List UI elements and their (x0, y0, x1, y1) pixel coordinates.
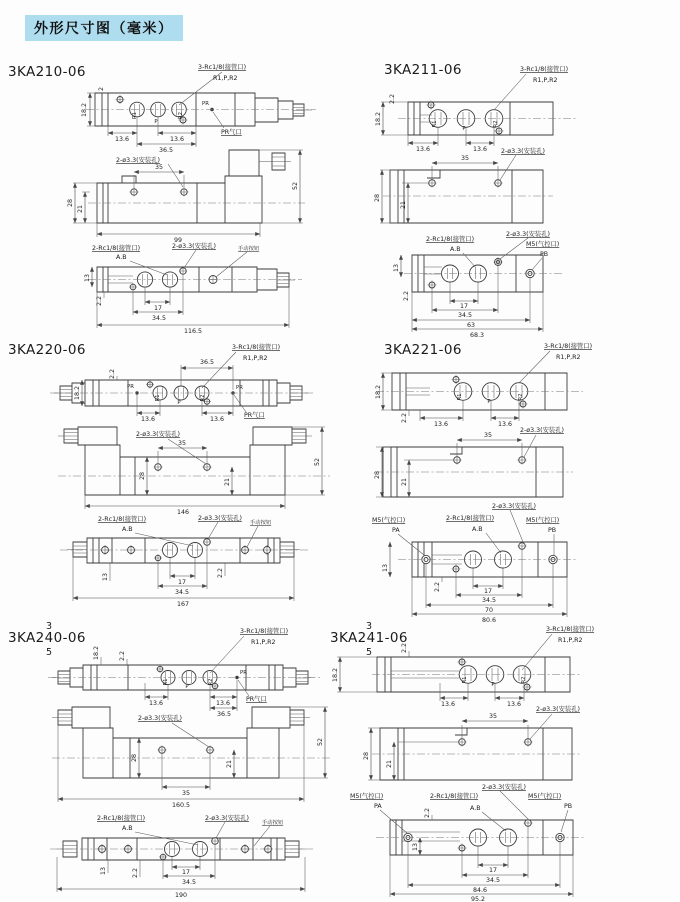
mount-label: 2-ø3.3(安装孔) (501, 148, 545, 155)
front-view (374, 425, 573, 497)
dim-body-h: 28 (374, 470, 381, 480)
dim-ab-edge: 2.2 (217, 567, 224, 579)
port-r1: R1 (155, 394, 161, 402)
bottom-view (50, 813, 315, 899)
ports3-list: R1,P,R2 (556, 354, 581, 361)
dim-hole-h: 21 (77, 204, 84, 214)
panel-3ka240-06 (0, 617, 372, 902)
ports3-label: 3-Rc1/8(接管口) (240, 628, 289, 635)
ports2-label: 2-Rc1/8(接管口) (92, 245, 141, 252)
dim-body-h: 28 (131, 753, 138, 763)
bottom-view (84, 241, 302, 335)
dim-span: 36.5 (216, 711, 232, 718)
pr-label: PR (202, 101, 209, 107)
geometry (52, 707, 332, 802)
front-view (374, 146, 553, 223)
port-p: P (185, 684, 189, 690)
model-label: 3KA220-06 (8, 342, 86, 358)
model-sub: 5 (366, 647, 373, 658)
dim-ab-span: 34.5 (457, 312, 473, 319)
geometry (73, 150, 305, 237)
dim-ab-edge: 2.2 (96, 295, 103, 307)
dim-edge: 2.2 (401, 642, 408, 654)
mount-label: 2-ø3.3(安装孔) (136, 431, 180, 438)
geometry (58, 427, 330, 509)
dim-height: 18.2 (375, 111, 382, 127)
pr-port-label: PR气口 (221, 129, 242, 136)
dim-height: 18.2 (81, 102, 88, 118)
dim-total: 80.6 (481, 617, 497, 624)
dim-pitch-right: 13.6 (209, 416, 225, 423)
mount-label: 2-ø3.3(安装孔) (482, 784, 526, 791)
dim-hole-h: 21 (226, 759, 233, 769)
geometry (376, 435, 573, 497)
ports2-label: 2-Rc1/8(接管口) (97, 815, 146, 822)
mount-label: 2-ø3.3(安装孔) (536, 706, 580, 713)
port-p: P (177, 400, 181, 406)
model-label: 3KA211-06 (384, 62, 462, 78)
mount-label: 2-ø3.3(安装孔) (205, 815, 249, 822)
pr-port-label: PR气口 (246, 696, 267, 703)
dim-ab-edge: 2.2 (403, 290, 410, 302)
dim-ab-pitch: 17 (483, 588, 493, 595)
m5-label-right: M5(气控口) (526, 517, 560, 524)
geometry (48, 636, 320, 711)
mount-label: 2-ø3.3(安装孔) (198, 515, 242, 522)
dim-ab-edge: 2.2 (424, 807, 431, 819)
dim-pitch-right: 13.6 (215, 700, 231, 707)
dim-height: 18.2 (332, 667, 339, 683)
manual-button-label: 手动按钮 (250, 520, 272, 526)
bottom-view (350, 782, 584, 902)
geometry (381, 74, 578, 146)
top-view (50, 342, 315, 423)
model-label: 3KA241-06 (330, 630, 408, 646)
dim-pitch-right: 13.6 (472, 146, 488, 153)
pa-label: PA (392, 527, 400, 534)
front-view (67, 150, 305, 244)
manual-button-label: 手动按钮 (262, 820, 284, 826)
model-sup: 3 (366, 621, 373, 632)
model-sub: 5 (46, 647, 53, 658)
model-label: 3KA221-06 (384, 342, 462, 358)
panel-3ka221-06 (368, 336, 680, 626)
model-label: 3KA240-06 (8, 630, 86, 646)
port-r1: R1 (462, 676, 468, 684)
panel-3ka210-06 (0, 58, 372, 336)
dim-total: 95.2 (470, 896, 486, 902)
dim-span: 36.5 (158, 147, 174, 154)
dim-mount-pitch: 35 (154, 164, 164, 171)
bottom-view (393, 229, 563, 339)
dim-total: 68.3 (469, 332, 485, 339)
dim-body-len: 160.5 (171, 802, 191, 809)
dim-mount-pitch: 35 (488, 713, 498, 720)
panel-3ka211-06 (368, 58, 680, 343)
dim-body-len: 146 (176, 509, 190, 516)
dim-pitch-left: 13.6 (440, 701, 456, 708)
dim-edge: 2 (98, 86, 105, 92)
dim-ab-span: 34.5 (485, 877, 501, 884)
manual-button-label: 手动按钮 (238, 246, 260, 252)
dim-ab-pitch: 17 (153, 305, 163, 312)
mount-label: 2-ø3.3(安装孔) (492, 503, 536, 510)
dim-mount-pitch: 35 (460, 155, 470, 162)
ports3-label: 3-Rc1/8(接管口) (544, 343, 593, 350)
ports3-list: R1,P,R2 (251, 639, 276, 646)
dim-mount-pitch: 35 (181, 790, 191, 797)
dim-total: 116.5 (183, 328, 203, 335)
mount-label: 2-ø3.3(安装孔) (116, 157, 160, 164)
dim-ab-off: 13 (84, 273, 91, 283)
port-r2: R2 (521, 676, 527, 684)
page-title: 外形尺寸图（毫米） (25, 15, 183, 41)
dim-ab-span: 34.5 (181, 879, 197, 886)
dim-ab-off: 13 (102, 572, 109, 582)
dim-hole-h: 21 (401, 477, 408, 487)
bottom-view (372, 501, 578, 624)
mount-label: 2-ø3.3(安装孔) (172, 243, 216, 250)
dim-ab-span: 34.5 (481, 597, 497, 604)
ab-label: A.B (122, 526, 133, 533)
dim-pitch-right: 13.6 (497, 421, 513, 428)
dim-mount-pitch: 35 (483, 432, 493, 439)
port-p: P (154, 119, 158, 125)
dim-body-h: 28 (374, 193, 381, 203)
front-view (52, 707, 332, 809)
geometry (368, 714, 582, 780)
ab-label: A.B (122, 825, 133, 832)
m5-label-right: M5(气控口) (528, 793, 562, 800)
dim-height: 18.2 (74, 385, 81, 401)
port-r2: R2 (178, 111, 184, 120)
m5-label-left: M5(气控口) (372, 517, 406, 524)
front-view (363, 704, 582, 780)
mount-label: 2-ø3.3(安装孔) (506, 231, 550, 238)
port-r1: R1 (432, 120, 438, 128)
dim-edge: 2.2 (401, 412, 408, 424)
dim-overall-h: 52 (292, 181, 299, 191)
geometry (50, 352, 315, 416)
dim-ab-pitch: 17 (488, 867, 498, 874)
dim-pitch-right: 13.6 (169, 136, 185, 143)
geometry (376, 351, 583, 424)
dim-hole-h: 21 (400, 200, 407, 210)
ab-label: A.B (472, 526, 483, 533)
port-r1: R1 (457, 393, 463, 401)
dim-total-inner: 70 (484, 607, 494, 614)
dim-ab-off: 13 (382, 563, 389, 573)
ports3-label: 3-Rc1/8(接管口) (232, 344, 281, 351)
pb-label: PB (540, 251, 549, 258)
dim-total-inner: 63 (466, 322, 476, 329)
dim-edge: 2.2 (389, 93, 396, 105)
pb-label: PB (548, 527, 557, 534)
geometry (88, 250, 302, 328)
dim-overall-h: 52 (317, 737, 324, 747)
pr-label: PR (236, 385, 243, 391)
dim-hole-h: 21 (386, 759, 393, 769)
dim-ab-edge: 2.2 (132, 867, 139, 879)
dim-total: 190 (174, 892, 188, 899)
pb-label: PB (564, 803, 573, 810)
mount-label: 2-ø3.3(安装孔) (520, 427, 564, 434)
bottom-view (60, 513, 310, 608)
dim-overall-h: 52 (314, 457, 321, 467)
front-view (58, 427, 330, 516)
port-r2: R2 (518, 393, 524, 401)
ports3-list: R1,P,R2 (243, 355, 268, 362)
port-r1: R1 (132, 111, 138, 120)
ports3-list: R1,P,R2 (533, 77, 558, 84)
dim-ab-off: 13 (393, 263, 400, 273)
panel-3ka241-06 (328, 617, 680, 902)
dim-body-h: 28 (139, 471, 146, 481)
dim-height: 18.2 (375, 384, 382, 400)
dim-total-inner: 84.6 (472, 887, 488, 894)
dim-ab-pitch: 17 (177, 579, 187, 586)
pr-port-label: PR气口 (244, 412, 265, 419)
port-r2: R2 (493, 120, 499, 128)
dim-pitch-left: 13.6 (140, 416, 156, 423)
port-r2: R2 (208, 678, 214, 686)
m5-label-left: M5(气控口) (350, 793, 384, 800)
dim-pitch-left: 13.6 (148, 700, 164, 707)
ports2-label: 2-Rc1/8(接管口) (426, 236, 475, 243)
dim-pitch-left: 13.6 (415, 146, 431, 153)
top-view (48, 626, 320, 718)
dim-mount-pitch: 35 (177, 440, 187, 447)
m5-label: M5(气控口) (526, 241, 560, 248)
port-r1: R1 (163, 678, 169, 686)
ports3-list: R1,P,R2 (558, 637, 583, 644)
panel-3ka220-06 (0, 336, 372, 614)
dim-height: 18.2 (93, 645, 100, 661)
dim-pitch-right: 13.6 (506, 701, 522, 708)
pr-label-left: PR (127, 384, 134, 390)
dim-body-len: 99 (173, 237, 183, 244)
mount-label: 2-ø3.3(安装孔) (138, 715, 182, 722)
ab-label: A.B (450, 246, 461, 253)
dim-body-h: 28 (363, 751, 370, 761)
dim-edge: 2.2 (109, 368, 116, 380)
ports2-label: 2-Rc1/8(接管口) (446, 515, 495, 522)
ports2-label: 2-Rc1/8(接管口) (98, 516, 147, 523)
dim-pitch-left: 13.6 (114, 136, 130, 143)
dim-body-h: 28 (67, 198, 74, 208)
geometry (380, 155, 553, 223)
dim-ab-pitch: 17 (459, 303, 469, 310)
model-label: 3KA210-06 (8, 64, 86, 80)
ab-label: A.B (470, 805, 481, 812)
dim-ab-off: 13 (100, 866, 107, 876)
ports2-label: 2-Rc1/8(接管口) (430, 793, 479, 800)
ports3-list: R1,P,R2 (213, 75, 238, 82)
dim-hole-h: 21 (224, 477, 231, 487)
ports3-label: 3-Rc1/8(接管口) (198, 64, 247, 71)
dim-ab-span: 34.5 (151, 315, 167, 322)
port-r2: R2 (200, 394, 206, 402)
dim-edge: 2.2 (119, 650, 126, 662)
dim-ab-edge: 2.2 (434, 581, 441, 593)
dim-span: 36.5 (199, 359, 215, 366)
dim-ab-pitch: 17 (181, 869, 191, 876)
port-p: P (462, 126, 466, 132)
pr-label: PR (240, 670, 247, 676)
dim-pitch-left: 13.6 (433, 421, 449, 428)
ports3-label: 3-Rc1/8(接管口) (520, 66, 569, 73)
dim-ab-span: 34.5 (174, 589, 190, 596)
ab-label: A.B (116, 254, 127, 261)
model-sup: 3 (46, 621, 53, 632)
top-view (81, 62, 316, 154)
port-p: P (491, 682, 495, 688)
port-p: P (487, 399, 491, 405)
pa-label: PA (374, 803, 382, 810)
dim-ab-off: 13 (412, 842, 419, 852)
dim-total: 167 (176, 601, 190, 608)
ports3-label: 3-Rc1/8(接管口) (546, 626, 595, 633)
